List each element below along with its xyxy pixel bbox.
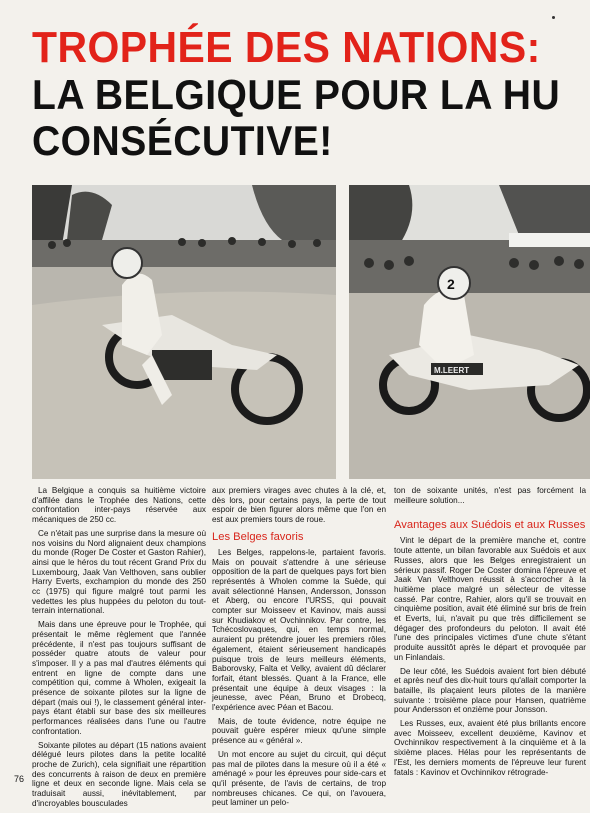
paragraph: Soixante pilotes au départ (15 nations avaient délégué leurs pilotes dans la petite localité proche de Zurich), cela signifiait une répartition des concurrents à raison de deux en première ligne et deux en seconde ligne. Mais cela se traduisait aussi, inévitablement, par d'incroyables bousculades [32, 740, 206, 808]
paragraph: La Belgique a conquis sa huitième victoire d'affilée dans le Trophée des Nations, cette confrontation inter-pays réservée aux mécaniques de 250 cc. [32, 486, 206, 525]
photo-rider-right [349, 185, 590, 479]
paragraph: aux premiers virages avec chutes à la clé, et, dès lors, pour certains pays, la perte de tout espoir de bien figurer alors même que l'on en est aux premiers tours de roue. [212, 486, 386, 525]
article-column-1 [32, 486, 206, 813]
headline-line-2: LA BELGIQUE POUR LA HU [32, 71, 561, 118]
headline-line-3: CONSÉCUTIVE! [32, 117, 333, 164]
subheading-avantages: Avantages aux Suédois et aux Russes [394, 519, 586, 532]
paragraph: Mais, de toute évidence, notre équipe ne pouvait guère espérer mieux qu'une simple présence au « général ». [212, 716, 386, 746]
paragraph: Vint le départ de la première manche et, contre toute attente, un bilan favorable aux Suédois et aux Russes, alors que les Belges enregistraient un sérieux passif. Roger De Coster domina l'épreuve et Jaak Van Velthoven réussit à s'accrocher à la huitième place malgré un sélecteur de vitesse cassé. Par contre, Rahier, alors qu'il se trouvait en cinquième position, avait été éliminé sur bris de frein et Everts, lui, n'avait pu que très difficilement se dégager des profondeurs du peloton. Il avait été l'une des principales victimes d'une chute s'étant produite aussitôt après le départ et provoquée par un Finlandais. [394, 536, 586, 662]
headline-line-1: TROPHÉE DES NATIONS: [32, 23, 541, 72]
paragraph: De leur côté, les Suédois avaient fort bien débuté et après neuf des dix-huit tours qu'allait comporter la bataille, ils plaçaient leurs pilotes de la manière suivante : troisième place pour Hansen, quatrième pour Andersson et onzième pour Jonsson. [394, 666, 586, 715]
paragraph: Mais dans une épreuve pour le Trophée, qui présentait le même règlement que l'année précédente, il n'est pas toujours suffisant de posséder quatre atouts de valeur pour s'imposer. Il y a pas mal d'autres éléments qui entrent en ligne de compte dans une compétition qui, comme à Wholen, exigeait la présence de soixante pilotes sur la ligne de départ (mais oui !), le classement général inter-pays étant établi sur base des six meilleures performances réalisées dans l'une ou l'autre confrontation. [32, 620, 206, 736]
page-number: 76 [14, 774, 25, 784]
article-column-3 [394, 486, 586, 781]
rider-shirt-text: M.LEERT [434, 366, 470, 375]
article-column-2 [212, 486, 386, 812]
rider-number-right: 2 [447, 276, 455, 292]
photo-rider-left [32, 185, 336, 479]
ink-dot [552, 16, 555, 19]
subheading-belges-favoris: Les Belges favoris [212, 530, 304, 543]
paragraph: Ce n'était pas une surprise dans la mesure où nos voisins du Nord alignaient deux champions du monde (Roger De Coster et Gaston Rahier), ainsi que le héros du tout récent Grand Prix du Luxembourg, Jaak Van Velthoven, sans oublier Harry Everts, exchampion du monde des 250 cc (1975) qui figure malgré tout parmi les vedettes les plus huppées du peloton du tout-terrain international. [32, 528, 206, 616]
paragraph: ton de soixante unités, n'est pas forcément la meilleure solution... [394, 486, 586, 505]
paragraph: Un mot encore au sujet du circuit, qui déçut pas mal de pilotes dans la mesure où il a été « aménagé » pour les épreuves pour side-cars et qu'il présente, de l'avis de certains, de trop nombreuses chicanes. Ce qui, on l'avouera, peut laminer un pelo- [212, 749, 386, 808]
paragraph: Les Russes, eux, avaient été plus brillants encore avec Moisseev, excellent deuxième, Kavinov et Ovchinnikov respectivement à la cinquième et à la sixième places. Hélas pour les représentants de l'Est, les derniers moments de l'épreuve leur furent fatals : Kavinov et Ovchinnikov rétrograde- [394, 719, 586, 777]
paragraph: Les Belges, rappelons-le, partaient favoris. Mais on pouvait s'attendre à une sérieuse opposition de la part de quelques pays fort bien représentés à Wholen comme la Suède, qui avait sélectionné Hansen, Andersson, Jonsson et Aberg, ou encore l'URSS, qui pouvait compter sur Moisseev et Kavinov, mais aussi sur Khudiakov et Ovchinnikov. Par contre, les Tchécoslovaques, qui, en temps normal, auraient pu prétendre jouer les premiers rôles également, étaient sérieusement handicapés puisque trois de leurs meilleurs éléments, Baborovsky, Falta et Velky, avaient dû déclarer forfait, étant blessés. Quant à la France, elle présentait une équipe à deux visages : la jeunesse, avec Péan, Bruno et Drobecq, l'expérience avec Péan et Bacou. [212, 547, 386, 713]
